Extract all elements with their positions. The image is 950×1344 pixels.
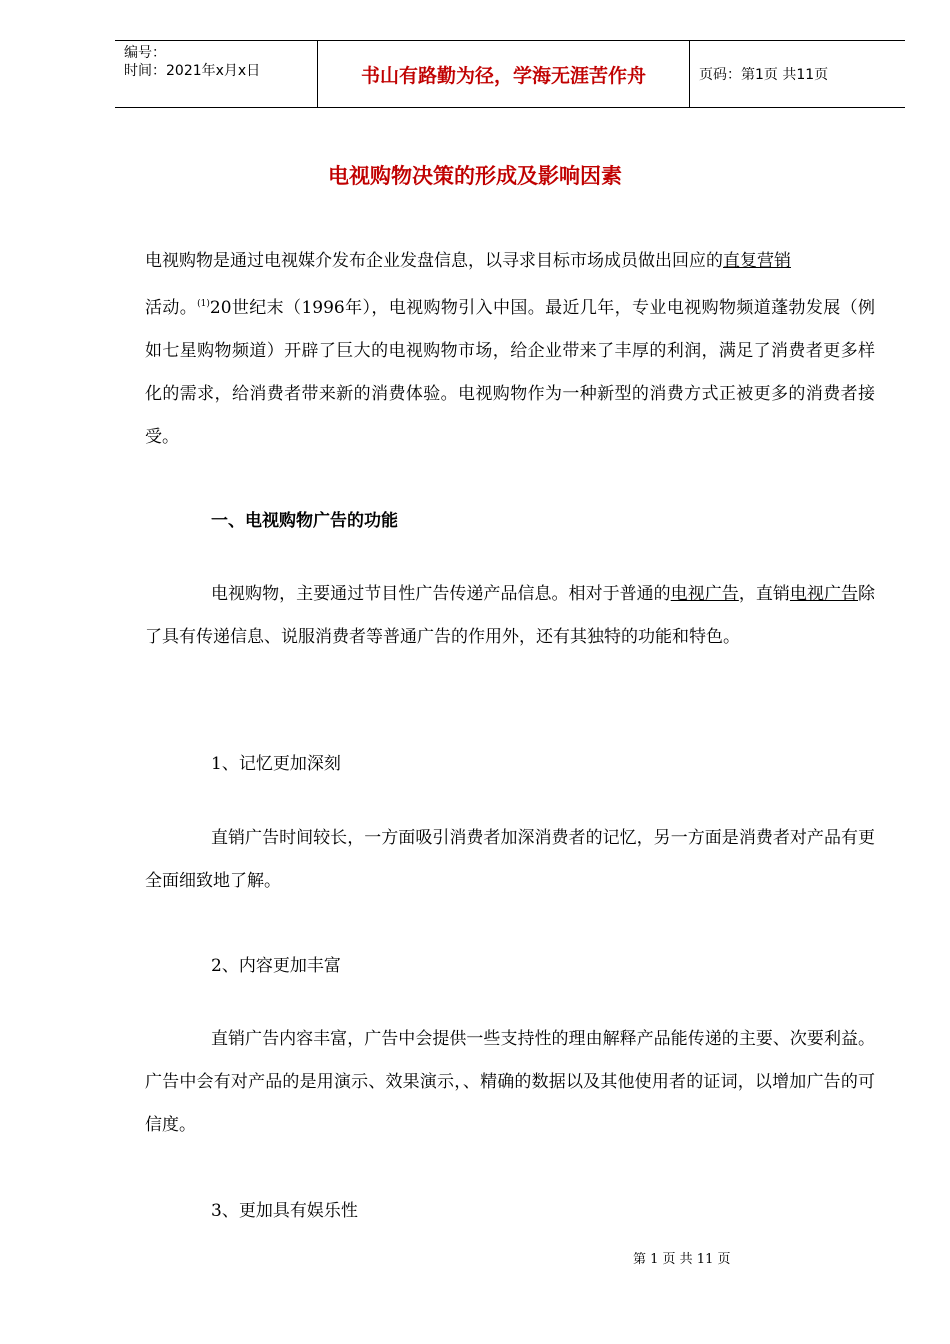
footnote-ref: (1) [197,299,210,309]
section-heading: 一、电视购物广告的功能 [211,511,398,531]
section-text-2: ，直销 [738,584,790,604]
header-motto: 书山有路勤为径，学海无涯苦作舟 [317,41,690,107]
link-direct-marketing[interactable]: 直复营销 [723,251,791,271]
intro-text-3: 20世纪末（1996年），电视购物引入中国。最近几年，专业电视购物频道蓬勃发展（例如七星购物频道）开辟了巨大的电视购物市场，给企业带来了丰厚的利润，满足了消费者更多样化的需求，给消费者带来新的消费体验。电视购物作为一种新型的消费方式正被更多的消费者接受。 [145,298,876,447]
item-heading-2: 2、内容更加丰富 [211,956,341,976]
item-text-1: 直销广告时间较长，一方面吸引消费者加深消费者的记忆，另一方面是消费者对产品有更全面细致地了解。 [145,828,875,891]
link-tv-ad-2[interactable]: 电视广告 [789,584,859,604]
item-text-2: 直销广告内容丰富，广告中会提供一些支持性的理由解释产品能传递的主要、次要利益。广告中会有对产品的是用演示、效果演示，、精确的数据以及其他使用者的证词，以增加广告的可信度。 [145,1029,875,1135]
intro-text-1: 电视购物是通过电视媒介发布企业发盘信息，以寻求目标市场成员做出回应的 [145,251,723,271]
document-title: 电视购物决策的形成及影响因素 [328,164,622,188]
section-paragraph [145,573,875,659]
intro-text-2: 活动。 [145,298,198,318]
item-heading-1: 1、记忆更加深刻 [211,754,341,774]
document-header [115,40,905,108]
time-label: 时间：2021年x月x日 [124,63,261,79]
intro-paragraph [145,240,875,459]
section-text-3: 除了具有传递信息、说服消费者等普通广告的作用外，还有其独特的功能和特色。 [145,584,876,647]
number-label: 编号： [124,45,166,61]
header-page-info: 页码：第1页 共11页 [699,67,829,83]
section-text-1: 电视购物，主要通过节目性广告传递产品信息。相对于普通的 [211,584,671,604]
item-heading-3: 3、更加具有娱乐性 [211,1201,358,1221]
header-meta [115,41,317,107]
page-footer: 第 1 页 共 11 页 [633,1252,731,1267]
link-tv-ad-1[interactable]: 电视广告 [670,584,739,604]
